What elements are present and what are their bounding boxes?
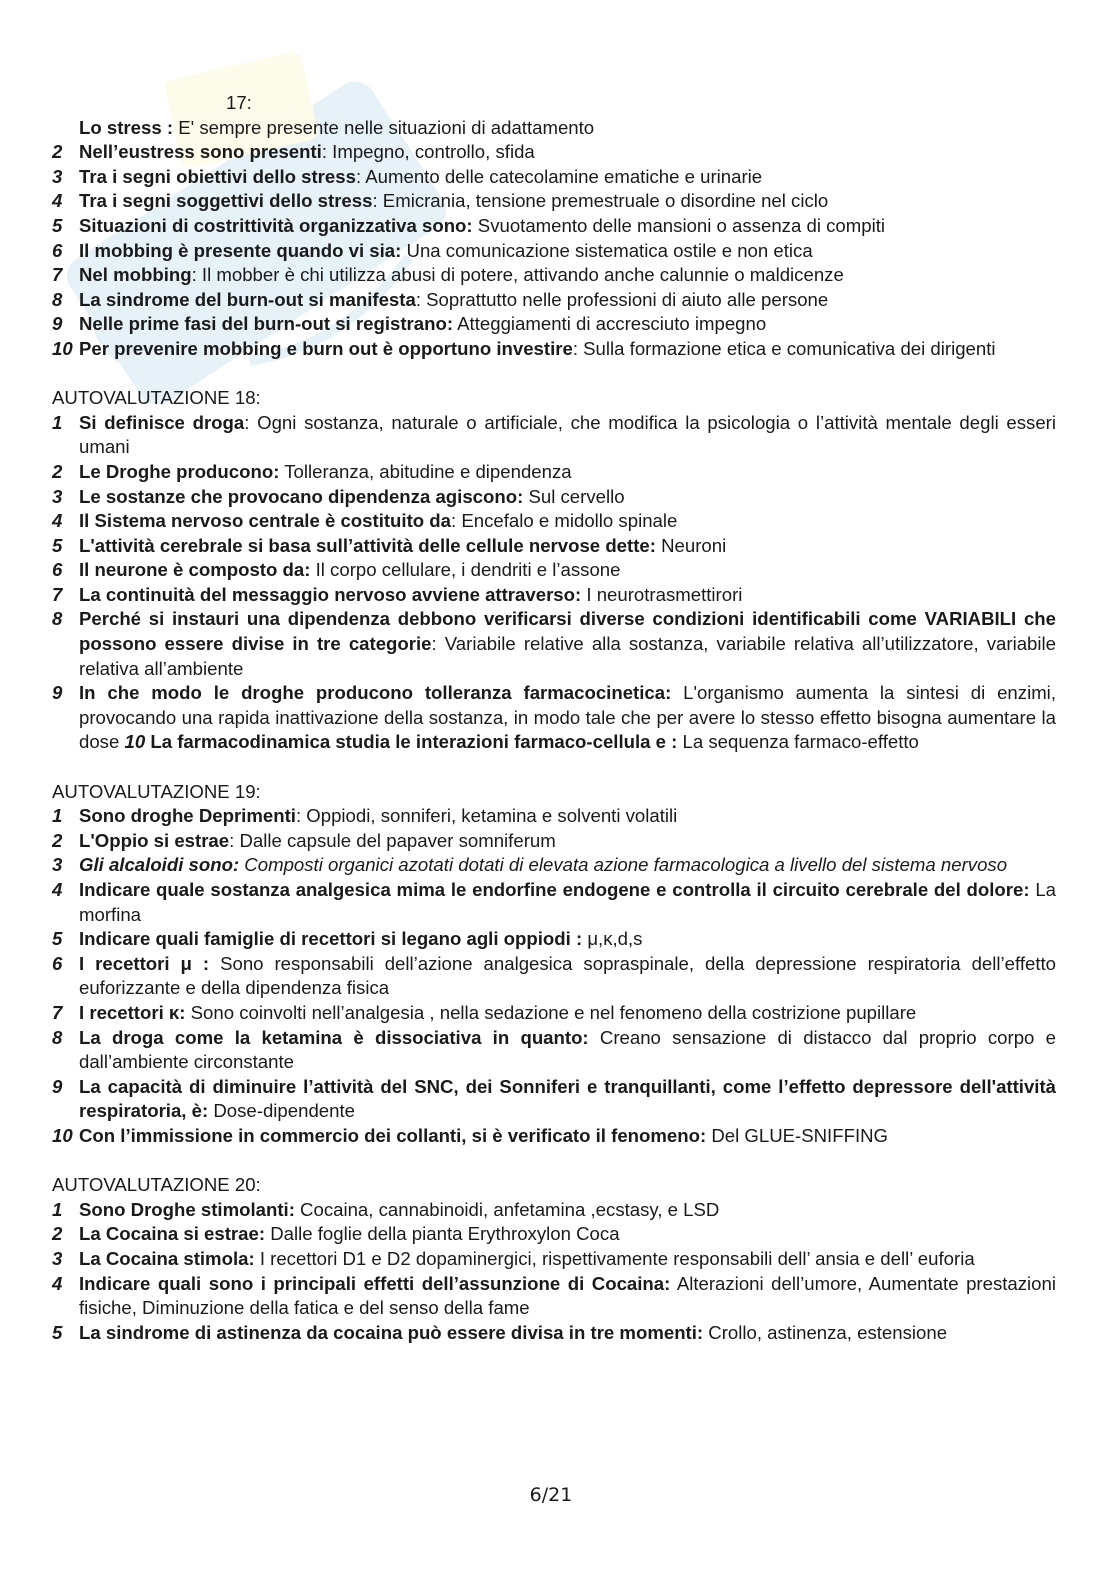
list-item (52, 607, 1056, 681)
item-number: 5 (52, 534, 63, 556)
item-answer: : Sulla formazione etica e comunicativa dei dirigenti (572, 337, 996, 359)
item-number: 4 (52, 1272, 63, 1294)
item-answer: : Oppiodi, sonniferi, ketamina e solventi volatili (295, 805, 678, 827)
item-number: 4 (52, 190, 63, 212)
item-question: Lo stress : (79, 116, 174, 138)
list-item (52, 1321, 1056, 1346)
item-answer: Alterazioni dell’umore, Aumentate prestazioni fisiche, Diminuzione della fatica e del senso della fame (79, 1272, 1056, 1319)
item-number: 9 (52, 682, 63, 704)
section-20 (52, 1198, 1056, 1346)
item-question: La sindrome di astinenza da cocaina può essere divisa in tre momenti: (79, 1321, 704, 1343)
item-number: 6 (52, 239, 63, 261)
item-number: 4 (52, 510, 63, 532)
item-question: Le Droghe producono: (79, 460, 280, 482)
item-question: Il neurone è composto da: (79, 559, 311, 581)
list-item (52, 214, 1056, 239)
item-number: 7 (52, 583, 63, 605)
item-answer: Crollo, astinenza, estensione (703, 1321, 948, 1343)
item-answer: Il corpo cellulare, i dendriti e l’assone (310, 559, 621, 581)
item-question: I recettori μ : (79, 952, 210, 974)
item-number: 3 (52, 485, 63, 507)
item-question: Indicare quali sono i principali effetti dell’assunzione di Cocaina: (79, 1272, 671, 1294)
item-question: La continuità del messaggio nervoso avviene attraverso: (79, 583, 582, 605)
item-number: 1 (52, 1198, 63, 1220)
list-item (52, 1198, 1056, 1223)
item-number: 2 (52, 141, 63, 163)
item-question: La droga come la ketamina è dissociativa in quanto: (79, 1026, 589, 1048)
document-body (52, 91, 1056, 1345)
item-answer: Tolleranza, abitudine e dipendenza (279, 460, 572, 482)
item-question: Situazioni di costrittività organizzativa sono: (79, 214, 473, 236)
item-number: 10 (52, 1124, 73, 1146)
page-number: 6/21 (529, 1484, 573, 1506)
item-answer: : Dalle capsule del papaver somniferum (229, 829, 556, 851)
list-item (52, 1247, 1056, 1272)
item-answer: La sequenza farmaco-effetto (677, 731, 919, 753)
list-item (52, 239, 1056, 264)
item-answer: μ,κ,d,s (582, 928, 643, 950)
list-item (52, 460, 1056, 485)
item-number: 5 (52, 928, 63, 950)
list-item (52, 140, 1056, 165)
item-question: Sono droghe Deprimenti (79, 805, 296, 827)
list-item (52, 681, 1056, 755)
item-answer: Una comunicazione sistematica ostile e non etica (401, 239, 813, 261)
item-number: 5 (52, 1321, 63, 1343)
item-number: 10 (52, 337, 73, 359)
item-answer: I neurotrasmettirori (581, 583, 743, 605)
item-number: 8 (52, 1026, 63, 1048)
item-answer: : Emicrania, tensione premestruale o disordine nel ciclo (372, 190, 829, 212)
item-number: 7 (52, 1001, 63, 1023)
item-answer: : Il mobber è chi utilizza abusi di potere, attivando anche calunnie o maldicenze (191, 264, 844, 286)
item-question: La Cocaina stimola: (79, 1247, 255, 1269)
item-question: Gli alcaloidi sono: (79, 854, 240, 876)
list-item (52, 337, 1056, 362)
item-number: 1 (52, 411, 63, 433)
item-question: Il Sistema nervoso centrale è costituito da (79, 510, 451, 532)
list-item (52, 952, 1056, 1001)
item-question: La Cocaina si estrae: (79, 1223, 266, 1245)
list-item (52, 263, 1056, 288)
list-item (52, 829, 1056, 854)
item-question: Nelle prime fasi del burn-out si registrano: (79, 313, 454, 335)
item-question: Sono Droghe stimolanti: (79, 1198, 295, 1220)
list-item (52, 509, 1056, 534)
item-answer: I recettori D1 e D2 dopaminergici, rispettivamente responsabili dell’ ansia e dell’ euforia (254, 1247, 975, 1269)
item-question: L'Oppio si estrae (79, 829, 230, 851)
item-question: Perché si instauri una dipendenza debbono verificarsi diverse condizioni identificabili come VARIABILI che possono essere divise in tre categorie (79, 608, 1056, 655)
section-18-heading: AUTOVALUTAZIONE 18: (52, 387, 261, 409)
item-number: 2 (52, 829, 63, 851)
list-item (52, 1075, 1056, 1124)
item-number: 3 (52, 1247, 63, 1269)
item-question: Il mobbing è presente quando vi sia: (79, 239, 402, 261)
item-number: 9 (52, 1075, 63, 1097)
list-item (52, 485, 1056, 510)
item-question: La sindrome del burn-out si manifesta (79, 288, 416, 310)
list-item (52, 1272, 1056, 1321)
item-answer: : Aumento delle catecolamine ematiche e urinarie (355, 165, 763, 187)
list-item (52, 804, 1056, 829)
item-number: 3 (52, 165, 63, 187)
list-item (52, 1026, 1056, 1075)
item-question: Le sostanze che provocano dipendenza agiscono: (79, 485, 524, 507)
item-question: Indicare quale sostanza analgesica mima le endorfine endogene e controlla il circuito cerebrale del dolore: (79, 879, 1030, 900)
item-answer: : Variabile relative alla sostanza, variabile relativa all’utilizzatore, variabile relativa all’ambiente (79, 633, 1056, 679)
section-20-heading: AUTOVALUTAZIONE 20: (52, 1174, 261, 1196)
item-answer: : Ogni sostanza, naturale o artificiale, che modifica la psicologia o l’attività mentale degli esseri umani (79, 411, 1057, 458)
item-answer: L'organismo aumenta la sintesi di enzimi, provocando una rapida inattivazione della sostanza, in modo tale che per avere lo stesso effetto bisogna aumentare la dose (79, 682, 1056, 753)
item-number: 9 (52, 313, 63, 335)
item-answer: : Impegno, controllo, sfida (321, 141, 535, 163)
item-number: 8 (52, 288, 63, 310)
list-item (52, 878, 1056, 927)
item-question: Tra i segni soggettivi dello stress (79, 190, 373, 212)
item-number: 1 (52, 805, 63, 827)
list-item (52, 927, 1056, 952)
item-answer: Dose-dipendente (208, 1100, 355, 1122)
item-answer: E' sempre presente nelle situazioni di adattamento (173, 116, 595, 138)
item-answer: Neuroni (655, 534, 727, 556)
item-number: 5 (52, 214, 63, 236)
item-answer: Sono responsabili dell’azione analgesica sopraspinale, della depressione respiratoria dell’effetto euforizzante e della dipendenza fisica (79, 952, 1056, 999)
item-number: 6 (52, 952, 63, 974)
item-number: 6 (52, 559, 63, 581)
item-answer: Composti organici azotati dotati di elevata azione farmacologica a livello del sistema nervoso (239, 854, 1008, 876)
section-19 (52, 804, 1056, 1148)
item-number-inline: 10 (124, 731, 146, 753)
item-question: Si definisce droga (79, 411, 245, 433)
list-item (52, 165, 1056, 190)
list-item (52, 411, 1056, 460)
item-number: 3 (52, 854, 63, 876)
item-answer: Svuotamento delle mansioni o assenza di compiti (472, 214, 886, 236)
list-item (52, 1222, 1056, 1247)
item-answer: Del GLUE-SNIFFING (706, 1124, 888, 1146)
item-answer: La morfina (79, 879, 1056, 925)
item-question: Tra i segni obiettivi dello stress (79, 165, 356, 187)
item-answer: Cocaina, cannabinoidi, anfetamina ,ecstasy, e LSD (294, 1198, 720, 1220)
item-answer: Sono coinvolti nell’analgesia , nella sedazione e nel fenomeno della costrizione pupillare (185, 1001, 917, 1023)
section-19-heading: AUTOVALUTAZIONE 19: (52, 780, 261, 802)
item-number: 7 (52, 264, 63, 286)
item-answer: : Soprattutto nelle professioni di aiuto alle persone (415, 288, 829, 310)
list-item (52, 534, 1056, 559)
list-item (52, 1001, 1056, 1026)
item-answer: Dalle foglie della pianta Erythroxylon Coca (265, 1223, 620, 1245)
list-item (52, 288, 1056, 313)
item-question: Con l’immissione in commercio dei collanti, si è verificato il fenomeno: (79, 1124, 707, 1146)
item-number: 8 (52, 608, 63, 630)
item-answer: Sul cervello (523, 485, 625, 507)
list-item (52, 1124, 1056, 1149)
list-item (52, 583, 1056, 608)
section-17 (52, 116, 1056, 362)
item-question: Nell’eustress sono presenti (79, 141, 322, 163)
item-answer: Creano sensazione di distacco dal proprio corpo e dall’ambiente circonstante (79, 1026, 1057, 1073)
list-item (52, 312, 1056, 337)
section-18 (52, 411, 1056, 682)
list-item (52, 116, 1056, 141)
item-question: Indicare quali famiglie di recettori si legano agli oppiodi : (79, 928, 583, 950)
item-question: I recettori κ: (79, 1001, 186, 1023)
item-question: Per prevenire mobbing e burn out è opportuno investire (79, 337, 573, 359)
list-item (52, 853, 1056, 878)
item-answer: : Encefalo e midollo spinale (451, 510, 678, 532)
list-item (52, 189, 1056, 214)
item-number: 4 (52, 879, 63, 900)
item-question: La farmacodinamica studia le interazioni farmaco-cellula e : (145, 731, 678, 753)
item-question: Nel mobbing (79, 264, 192, 286)
item-answer: Atteggiamenti di accresciuto impegno (453, 313, 767, 335)
item-question: La capacità di diminuire l’attività del SNC, dei Sonniferi e tranquillanti, come l’effetto depressore dell'attività respiratoria, è: (79, 1075, 1056, 1122)
list-item (52, 558, 1056, 583)
item-question: L'attività cerebrale si basa sull’attività delle cellule nervose dette: (79, 534, 656, 556)
item-question: In che modo le droghe producono tolleranza farmacocinetica: (79, 682, 672, 704)
section-17-label: 17: (226, 92, 252, 113)
item-number: 2 (52, 1223, 63, 1245)
item-number: 2 (52, 460, 63, 482)
